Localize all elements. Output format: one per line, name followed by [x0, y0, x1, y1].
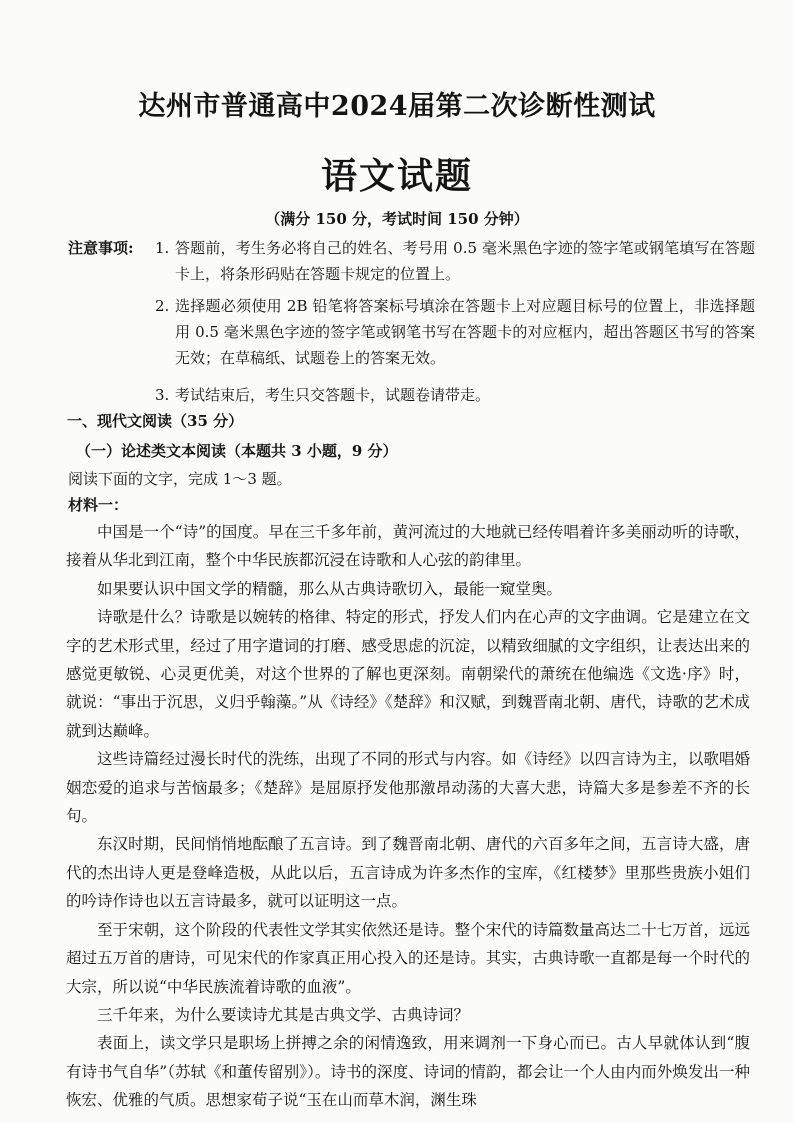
reading-instruction: 阅读下面的文字，完成 1～3 题。 [68, 470, 292, 488]
notice-item-text: 选择题必须使用 2B 铅笔将答案标号填涂在答题卡上对应题目标号的位置上，非选择题用 0.5 毫米黑色字迹的签字笔或钢笔书写在答题卡的对应框内，超出答题区书写的答案无效；在草稿纸、试题卷上的答案无效。 [175, 297, 755, 367]
paragraph: 三千年来，为什么要读诗尤其是古典文学、古典诗词？ [97, 1005, 470, 1024]
paragraph: 如果要认识中国文学的精髓，那么从古典诗歌切入，最能一窥堂奥。 [97, 579, 563, 598]
paragraph: 这些诗篇经过漫长时代的洗练，出现了不同的形式与内容。如《诗经》以四言诗为主，以歌唱婚姻恋爱的追求与苦恼最多；《楚辞》是屈原抒发他那激昂动荡的大喜大悲，诗篇大多是参差不齐的长句。 [66, 750, 750, 826]
paragraph: 表面上，读文学只是职场上拼搏之余的闲情逸致，用来调剂一下身心而已。古人早就体认到“腹有诗书气自华”（苏轼《和董传留别》）。诗书的深度、诗词的情韵，都会让一个人由内而外焕发出一种恢宏、优雅的气质。思想家荀子说“玉在山而草木润，渊生珠 [66, 1034, 750, 1110]
notice-item-text: 考试结束后，考生只交答题卡，试题卷请带走。 [175, 386, 491, 404]
paragraph: 至于宋朝，这个阶段的代表性文学其实依然还是诗。整个宋代的诗篇数量高达二十七万首，远远超过五万首的唐诗，可见宋代的作家真正用心投入的还是诗。其实，古典诗歌一直都是每一个时代的大宗，所以说“中华民族流着诗歌的血液”。 [66, 920, 750, 996]
notice-item-number: 2. [155, 297, 170, 315]
paragraph: 中国是一个“诗”的国度。早在三千多年前，黄河流过的大地就已经传唱着许多美丽动听的诗歌，接着从华北到江南，整个中华民族都沉浸在诗歌和人心弦的韵律里。 [66, 523, 750, 570]
subsection-heading: （一）论述类文本阅读（本题共 3 小题，9 分） [76, 442, 398, 460]
notice-item [155, 235, 755, 287]
paragraph: 东汉时期，民间悄悄地酝酿了五言诗。到了魏晋南北朝、唐代的六百多年之间，五言诗大盛，唐代的杰出诗人更是登峰造极，从此以后，五言诗成为许多杰作的宝库，《红楼梦》里那些贵族小姐们的吟诗作诗也以五言诗最多，就可以证明这一点。 [66, 835, 750, 911]
paragraph: 诗歌是什么？诗歌是以婉转的格律、特定的形式，抒发人们内在心声的文字曲调。它是建立在文字的艺术形式里，经过了用字遣词的打磨、感受思虑的沉淀，以精致细腻的文字组织，让表达出来的感觉更敏锐、心灵更优美，对这个世界的了解也更深刻。南朝梁代的萧统在他编选《文选·序》时，就说：“事出于沉思，义归乎翰藻。”从《诗经》《楚辞》和汉赋，到魏晋南北朝、唐代，诗歌的艺术成就到达巅峰。 [66, 608, 750, 740]
notice-item [155, 382, 755, 408]
exam-info: （满分 150 分，考试时间 150 分钟） [265, 210, 529, 228]
notice-item [155, 293, 755, 371]
material-label: 材料一： [68, 496, 129, 514]
section-heading: 一、现代文阅读（35 分） [67, 412, 244, 430]
notice-label: 注意事项: [68, 239, 134, 257]
passage [66, 518, 750, 1115]
notice-item-text: 答题前，考生务必将自己的姓名、考号用 0.5 毫米黑色字迹的签字笔或钢笔填写在答题卡上，将条形码贴在答题卡规定的位置上。 [175, 239, 755, 283]
notice-item-number: 1. [155, 239, 170, 257]
notice-item-number: 3. [155, 386, 170, 404]
exam-title: 达州市普通高中2024届第二次诊断性测试 [138, 91, 656, 122]
subject-title: 语文试题 [320, 155, 473, 197]
